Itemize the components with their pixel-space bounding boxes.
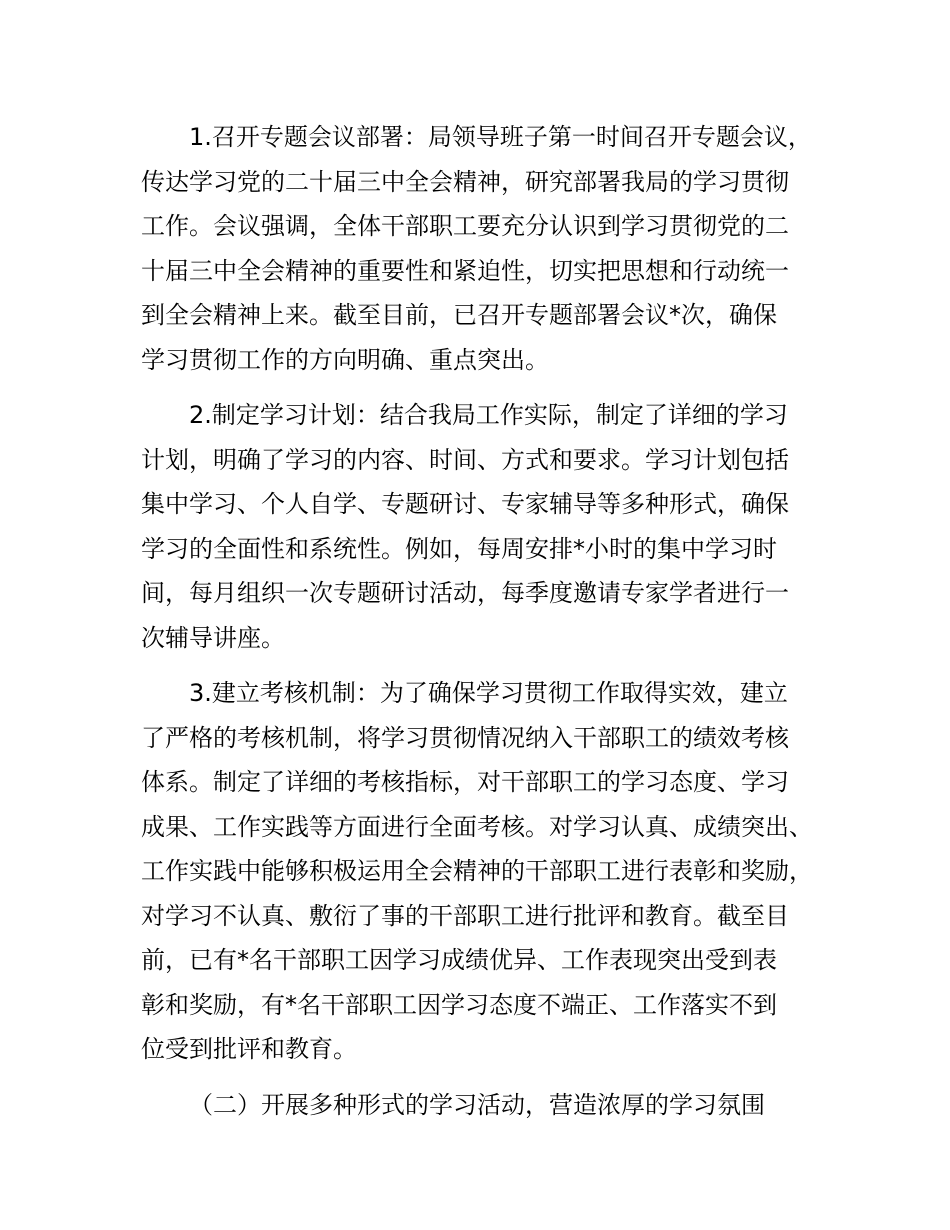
text-line: 工作。会议强调，全体干部职工要充分认识到学习贯彻党的二	[141, 212, 789, 240]
text-line: 彰和奖励，有*名干部职工因学习态度不端正、工作落实不到	[141, 990, 777, 1019]
text-line: 次辅导讲座。	[141, 623, 285, 652]
text-line: 集中学习、个人自学、专题研讨、专家辅导等多种形式，确保	[141, 490, 789, 518]
text-line: 到全会精神上来。截至目前，已召开专题部署会议*次，确保	[141, 301, 777, 329]
text-line: 体系。制定了详细的考核指标，对干部职工的学习态度、学习	[141, 768, 789, 796]
text-line: 间，每月组织一次专题研讨活动，每季度邀请专家学者进行一	[141, 579, 789, 607]
text-line: 位受到批评和教育。	[141, 1035, 357, 1063]
text-line: 工作实践中能够积极运用全会精神的干部职工进行表彰和奖励，	[141, 857, 813, 885]
paragraph-2	[141, 393, 831, 660]
text-line: 十届三中全会精神的重要性和紧迫性，切实把思想和行动统一	[141, 256, 789, 285]
text-line: 3.建立考核机制：为了确保学习贯彻工作取得实效，建立	[189, 679, 788, 707]
text-line: 了严格的考核机制，将学习贯彻情况纳入干部职工的绩效考核	[141, 723, 789, 752]
text-line: 计划，明确了学习的内容、时间、方式和要求。学习计划包括	[141, 445, 789, 474]
text-line: 1.召开专题会议部署：局领导班子第一时间召开专题会议，	[189, 123, 812, 151]
document-body	[141, 115, 831, 1138]
paragraph-1	[141, 115, 831, 382]
paragraph-3	[141, 671, 831, 1072]
text-line: 前，已有*名干部职工因学习成绩优异、工作表现突出受到表	[141, 946, 777, 974]
text-line: 学习的全面性和系统性。例如，每周安排*小时的集中学习时	[141, 534, 777, 563]
text-line: 成果、工作实践等方面进行全面考核。对学习认真、成绩突出、	[141, 812, 813, 841]
text-line: 传达学习党的二十届三中全会精神，研究部署我局的学习贯彻	[141, 167, 789, 196]
text-line: 2.制定学习计划：结合我局工作实际，制定了详细的学习	[189, 401, 788, 429]
text-line: 学习贯彻工作的方向明确、重点突出。	[141, 345, 549, 374]
section-heading-text: （二）开展多种形式的学习活动，营造浓厚的学习氛围	[189, 1090, 765, 1119]
text-line: 对学习不认真、敷衍了事的干部职工进行批评和教育。截至目	[141, 901, 789, 930]
section-heading	[141, 1083, 831, 1128]
